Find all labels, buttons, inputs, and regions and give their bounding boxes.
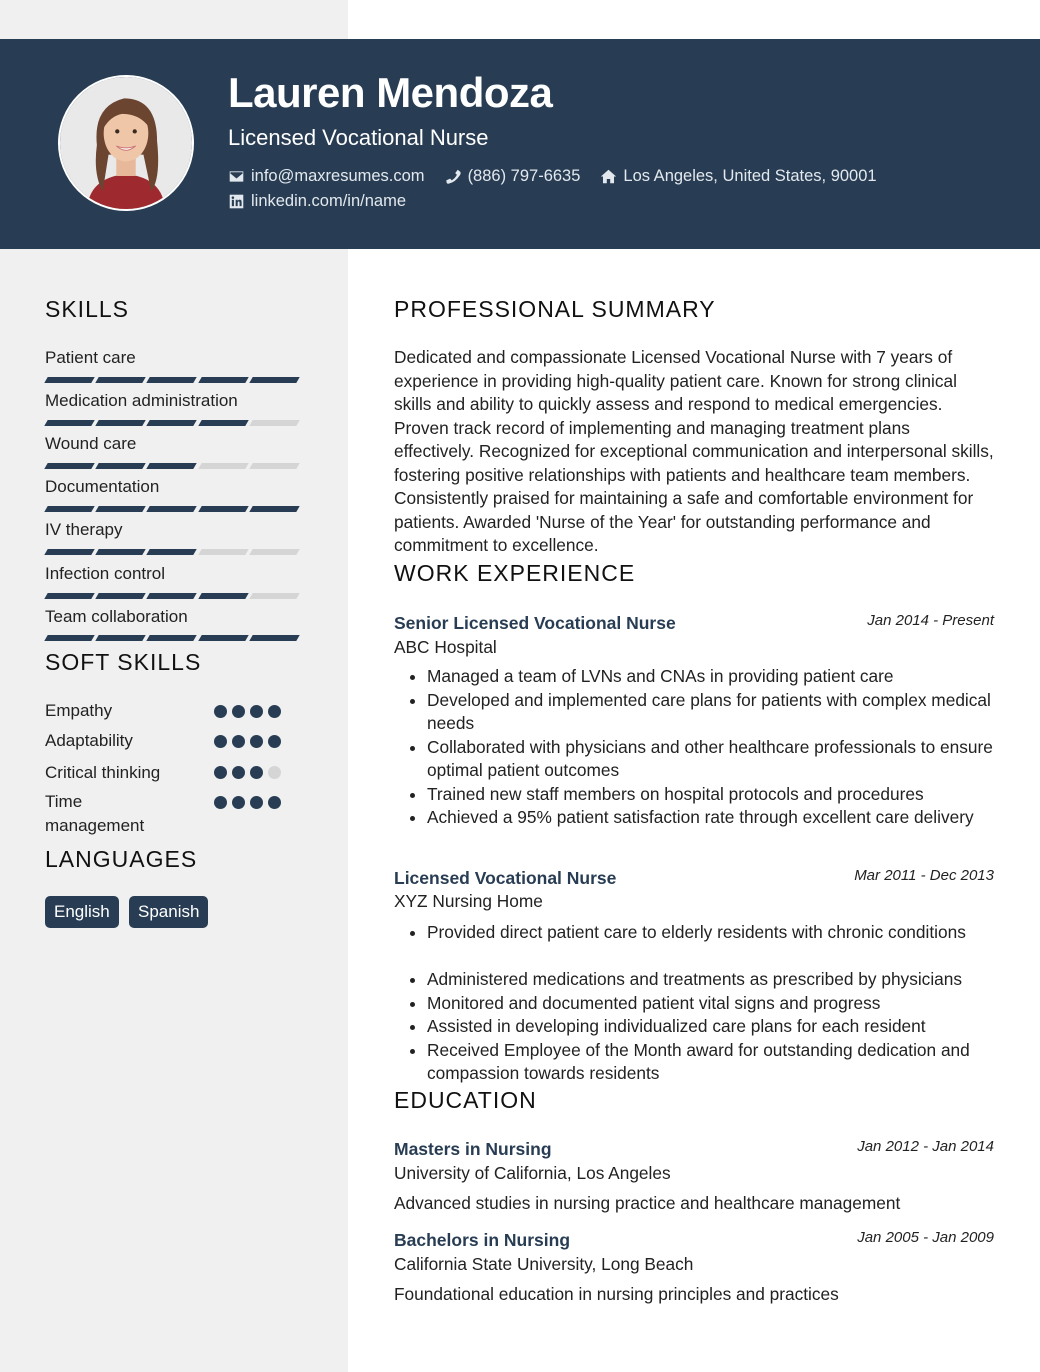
level-segment xyxy=(147,463,198,469)
job-bullets xyxy=(394,665,1033,830)
level-dot xyxy=(214,705,227,718)
level-segment xyxy=(95,377,146,383)
email-text: info@maxresumes.com xyxy=(251,167,425,185)
level-segment xyxy=(249,377,300,383)
level-segment xyxy=(147,377,198,383)
skill-bar xyxy=(46,549,302,555)
contact-email[interactable] xyxy=(228,167,425,186)
skill-bar xyxy=(46,420,302,426)
summary-text: Dedicated and compassionate Licensed Vocational Nurse with 7 years of experience in providing high-quality patient care. Known for strong clinical skills and ability to quickly assess and respond to medical emergencies. Proven track record of implementing and managing treatment plans effectively. Recognized for exceptional communication and interpersonal skills, fostering positive relationships with patients and healthcare team members. Consistently praised for maintaining a safe and comfortable environment for patients. Awarded 'Nurse of the Year' for outstanding performance and commitment to excellence. xyxy=(394,347,994,555)
list-item: • Achieved a 95% patient satisfaction rate through excellent care delivery xyxy=(427,806,1033,830)
education-dates: Jan 2012 - Jan 2014 xyxy=(857,1138,994,1155)
level-segment xyxy=(95,463,146,469)
summary-heading: PROFESSIONAL SUMMARY xyxy=(394,296,716,322)
level-segment xyxy=(249,420,300,426)
level-segment xyxy=(147,506,198,512)
soft-skill-dots xyxy=(214,796,286,809)
level-segment xyxy=(198,463,249,469)
education-description: Advanced studies in nursing practice and healthcare management xyxy=(394,1193,901,1213)
skill-label: Team collaboration xyxy=(45,607,188,626)
home-icon xyxy=(600,168,617,185)
level-segment xyxy=(249,593,300,599)
level-dot xyxy=(268,796,281,809)
soft-skill-dots xyxy=(214,735,286,748)
level-segment xyxy=(198,506,249,512)
level-segment xyxy=(147,420,198,426)
school-name: University of California, Los Angeles xyxy=(394,1163,671,1183)
level-dot xyxy=(250,766,263,779)
level-dot xyxy=(268,735,281,748)
level-segment xyxy=(147,549,198,555)
list-item: • Monitored and documented patient vital signs and progress xyxy=(427,992,1033,1016)
job-title: Licensed Vocational Nurse xyxy=(394,868,617,888)
education-dates: Jan 2005 - Jan 2009 xyxy=(857,1229,994,1246)
level-segment xyxy=(198,377,249,383)
degree-title: Bachelors in Nursing xyxy=(394,1230,571,1250)
list-item: • Provided direct patient care to elderly residents with chronic conditions xyxy=(427,921,1033,945)
level-segment xyxy=(198,593,249,599)
list-item: • Managed a team of LVNs and CNAs in providing patient care xyxy=(427,665,1033,689)
level-segment xyxy=(198,635,249,641)
skill-bar xyxy=(46,463,302,469)
level-segment xyxy=(249,549,300,555)
soft-skill-dots xyxy=(214,705,286,718)
level-segment xyxy=(249,506,300,512)
skill-label: Medication administration xyxy=(45,391,238,410)
level-dot xyxy=(268,705,281,718)
skill-bar xyxy=(46,377,302,383)
linkedin-text: linkedin.com/in/name xyxy=(251,192,406,210)
contact-linkedin[interactable] xyxy=(228,192,406,211)
level-segment xyxy=(95,635,146,641)
list-item: • Administered medications and treatments as prescribed by physicians xyxy=(427,968,1033,992)
soft-skill-dots xyxy=(214,766,286,779)
skill-label: Patient care xyxy=(45,348,136,367)
level-segment xyxy=(44,593,95,599)
level-segment xyxy=(95,593,146,599)
language-tag: Spanish xyxy=(129,896,208,928)
candidate-name: Lauren Mendoza xyxy=(228,69,553,116)
degree-title: Masters in Nursing xyxy=(394,1139,552,1159)
level-dot xyxy=(268,766,281,779)
school-name: California State University, Long Beach xyxy=(394,1254,694,1274)
level-segment xyxy=(44,506,95,512)
contact-row xyxy=(228,167,897,186)
job-employer: ABC Hospital xyxy=(394,637,497,657)
skill-label: Wound care xyxy=(45,434,137,453)
job-title: Senior Licensed Vocational Nurse xyxy=(394,613,676,633)
contact-row-2 xyxy=(228,192,426,211)
level-dot xyxy=(232,705,245,718)
level-segment xyxy=(147,593,198,599)
level-segment xyxy=(95,506,146,512)
level-dot xyxy=(214,796,227,809)
skills-heading: SKILLS xyxy=(45,296,129,322)
level-dot xyxy=(214,766,227,779)
level-dot xyxy=(232,735,245,748)
list-item: • Received Employee of the Month award for outstanding dedication and compassion towards residents xyxy=(427,1039,1033,1086)
skill-label: Documentation xyxy=(45,477,160,496)
phone-text: (886) 797-6635 xyxy=(467,167,581,185)
soft-skill-label: Adaptability xyxy=(45,731,133,750)
soft-skills-heading: SOFT SKILLS xyxy=(45,649,202,675)
skill-bar xyxy=(46,635,302,641)
job-dates: Jan 2014 - Present xyxy=(867,612,994,629)
level-segment xyxy=(44,463,95,469)
list-item: • Developed and implemented care plans for patients with complex medical needs xyxy=(427,689,1033,736)
level-dot xyxy=(214,735,227,748)
skill-bar xyxy=(46,593,302,599)
education-heading: EDUCATION xyxy=(394,1087,537,1113)
job-dates: Mar 2011 - Dec 2013 xyxy=(854,867,994,884)
experience-heading: WORK EXPERIENCE xyxy=(394,560,636,586)
level-segment xyxy=(147,635,198,641)
contact-location xyxy=(600,167,876,186)
level-segment xyxy=(44,549,95,555)
skill-bar xyxy=(46,506,302,512)
level-dot xyxy=(250,705,263,718)
level-segment xyxy=(198,549,249,555)
skill-label: Infection control xyxy=(45,564,166,583)
level-dot xyxy=(232,766,245,779)
education-description: Foundational education in nursing principles and practices xyxy=(394,1284,839,1304)
list-item: • Collaborated with physicians and other healthcare professionals to ensure optimal patient outcomes xyxy=(427,736,1033,783)
level-dot xyxy=(250,735,263,748)
soft-skill-label: Time management xyxy=(45,792,145,835)
linkedin-icon xyxy=(228,193,245,210)
avatar xyxy=(58,75,194,211)
soft-skill-label: Critical thinking xyxy=(45,763,161,782)
level-segment xyxy=(249,463,300,469)
languages-heading: LANGUAGES xyxy=(45,846,198,872)
level-segment xyxy=(95,420,146,426)
resume-header xyxy=(0,39,1040,249)
level-segment xyxy=(95,549,146,555)
level-dot xyxy=(232,796,245,809)
profile-photo-icon xyxy=(60,77,192,209)
phone-icon xyxy=(445,168,462,185)
list-item: • Trained new staff members on hospital protocols and procedures xyxy=(427,783,1033,807)
skill-label: IV therapy xyxy=(45,520,123,539)
job-employer: XYZ Nursing Home xyxy=(394,891,543,911)
soft-skill-label: Empathy xyxy=(45,701,113,720)
candidate-title: Licensed Vocational Nurse xyxy=(228,125,489,150)
level-segment xyxy=(44,635,95,641)
envelope-icon xyxy=(228,168,245,185)
level-segment xyxy=(44,377,95,383)
list-item: • Assisted in developing individualized care plans for each resident xyxy=(427,1015,1033,1039)
location-text: Los Angeles, United States, 90001 xyxy=(623,167,877,185)
level-segment xyxy=(249,635,300,641)
contact-phone[interactable] xyxy=(445,167,581,186)
level-segment xyxy=(44,420,95,426)
job-bullets xyxy=(394,921,1033,1086)
level-dot xyxy=(250,796,263,809)
language-tag: English xyxy=(45,896,119,928)
level-segment xyxy=(198,420,249,426)
